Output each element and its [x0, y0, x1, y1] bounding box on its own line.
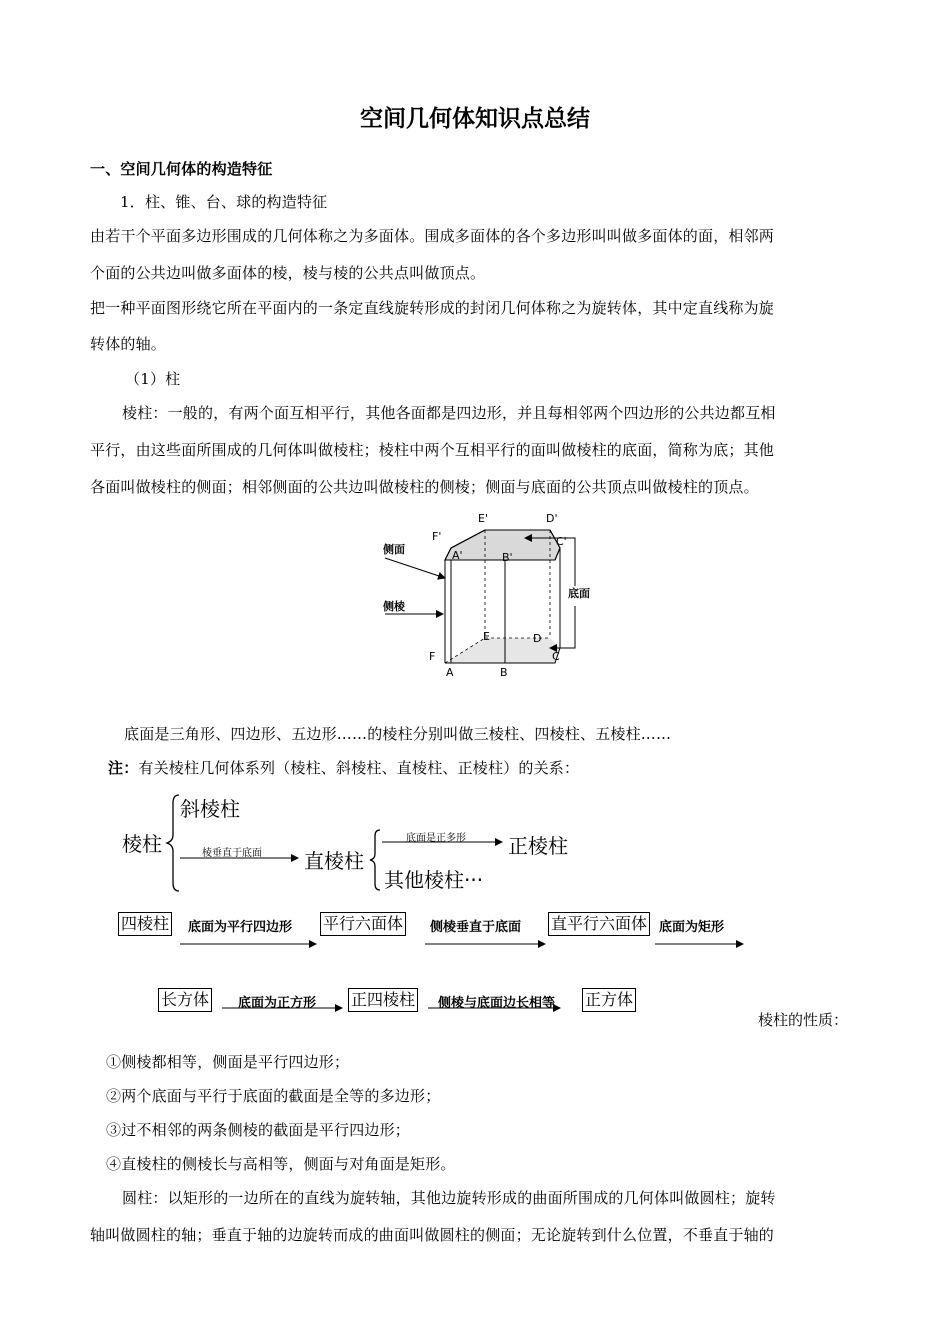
bottom-face	[445, 638, 560, 663]
chain2-arrow-label-2: 侧棱与底面边长相等	[438, 996, 556, 1011]
chain1-arrow-label-1: 底面为平行四边形	[188, 920, 293, 935]
paragraph-solid-revolution-2: 转体的轴。	[90, 335, 167, 353]
chain1-box-1: 四棱柱	[118, 912, 172, 936]
prism-definition-2: 平行，由这些面所围成的几何体叫做棱柱；棱柱中两个互相平行的面叫做棱柱的底面，简称为底；其他	[90, 441, 775, 459]
tree-others: 其他棱柱···	[384, 868, 484, 892]
vertex-label: B'	[502, 551, 513, 564]
tree-arrow2-label: 底面是正多形	[406, 833, 466, 844]
chain1-arrow-2	[425, 936, 549, 950]
paragraph-polyhedron-2: 个面的公共边叫做多面体的棱，棱与棱的公共点叫做顶点。	[90, 264, 486, 282]
chain1-arrow-label-3: 底面为矩形	[659, 920, 725, 935]
vertex-label: D'	[546, 512, 558, 525]
chain2-box-2: 正四棱柱	[348, 988, 418, 1012]
paragraph-polyhedron-1: 由若干个平面多边形围成的几何体称之为多面体。围成多面体的各个多边形叫叫做多面体的面，相邻两	[90, 227, 775, 245]
vertex-label: A	[446, 666, 454, 679]
property-item: ①侧棱都相等，侧面是平行四边形；	[106, 1053, 350, 1071]
tree-arrow2	[382, 834, 506, 848]
vertex-label: E'	[478, 512, 488, 525]
label-side-edge: 侧棱	[383, 600, 405, 613]
chain2-arrow-label-1: 底面为正方形	[238, 996, 317, 1011]
label-side-face: 侧面	[383, 543, 405, 556]
prism-definition-1: 棱柱：一般的，有两个面互相平行，其他各面都是四边形，并且每相邻两个四边形的公共边都互相	[122, 404, 776, 422]
vertex-label: B	[500, 666, 508, 679]
chain2-arrow-1	[222, 1000, 346, 1014]
chain2-arrow-2	[428, 1000, 564, 1014]
chain1-arrow-1	[180, 936, 320, 950]
chain1-arrow-label-2: 侧棱垂直于底面	[430, 920, 522, 935]
subsection-heading: 1．柱、锥、台、球的构造特征	[120, 193, 328, 211]
page-title: 空间几何体知识点总结	[360, 106, 590, 132]
paragraph-solid-revolution-1: 把一种平面图形绕它所在平面内的一条定直线旋转形成的封闭几何体称之为旋转体，其中定直线称为旋	[90, 299, 775, 317]
tree-oblique: 斜棱柱	[180, 797, 240, 821]
tree-right: 直棱柱	[304, 849, 364, 873]
vertex-label: A'	[452, 549, 463, 562]
note-text: 有关棱柱几何体系列（棱柱、斜棱柱、直棱柱、正棱柱）的关系：	[138, 759, 580, 777]
tree-arrow1	[180, 850, 302, 864]
label-base: 底面	[568, 587, 590, 600]
note-line	[108, 751, 878, 785]
prism-definition-3: 各面叫做棱柱的侧面；相邻侧面的公共边叫做棱柱的侧棱；侧面与底面的公共顶点叫做棱柱的顶点。	[90, 478, 759, 496]
property-item: ②两个底面与平行于底面的截面是全等的多边形；	[106, 1087, 441, 1105]
chain2-box-1: 长方体	[158, 988, 212, 1012]
section-heading: 一、空间几何体的构造特征	[90, 160, 273, 178]
property-item: ④直棱柱的侧棱长与高相等，侧面与对角面是矩形。	[106, 1155, 456, 1173]
cylinder-definition-1: 圆柱：以矩形的一边所在的直线为旋转轴，其他边旋转形成的曲面所围成的几何体叫做圆柱；旋转	[122, 1189, 776, 1207]
tree-regular: 正棱柱	[508, 834, 568, 858]
chain1-arrow-3	[655, 936, 747, 950]
tree-root: 棱柱	[122, 832, 162, 856]
properties-title: 棱柱的性质：	[758, 1011, 849, 1029]
tree-arrow1-label: 棱垂直于底面	[202, 848, 262, 859]
vertex-label: E	[483, 630, 490, 643]
property-item: ③过不相邻的两条侧棱的截面是平行四边形；	[106, 1121, 411, 1139]
vertex-label: F	[429, 650, 436, 663]
note-label: 注：	[108, 759, 139, 777]
subsection-prism: （1）柱	[125, 370, 181, 388]
vertex-label: D	[533, 632, 542, 645]
prism-base-names: 底面是三角形、四边形、五边形……的棱柱分别叫做三棱柱、四棱柱、五棱柱……	[124, 725, 672, 743]
cylinder-definition-2: 轴叫做圆柱的轴；垂直于轴的边旋转而成的曲面叫做圆柱的侧面；无论旋转到什么位置，不垂直于轴的	[90, 1226, 775, 1244]
vertex-label: C'	[556, 535, 567, 548]
vertex-label: F'	[432, 530, 442, 543]
chain2-box-3: 正方体	[582, 988, 636, 1012]
chain1-box-3: 直平行六面体	[548, 912, 650, 936]
chain1-box-2: 平行六面体	[320, 912, 406, 936]
vertex-label: C	[552, 650, 560, 663]
